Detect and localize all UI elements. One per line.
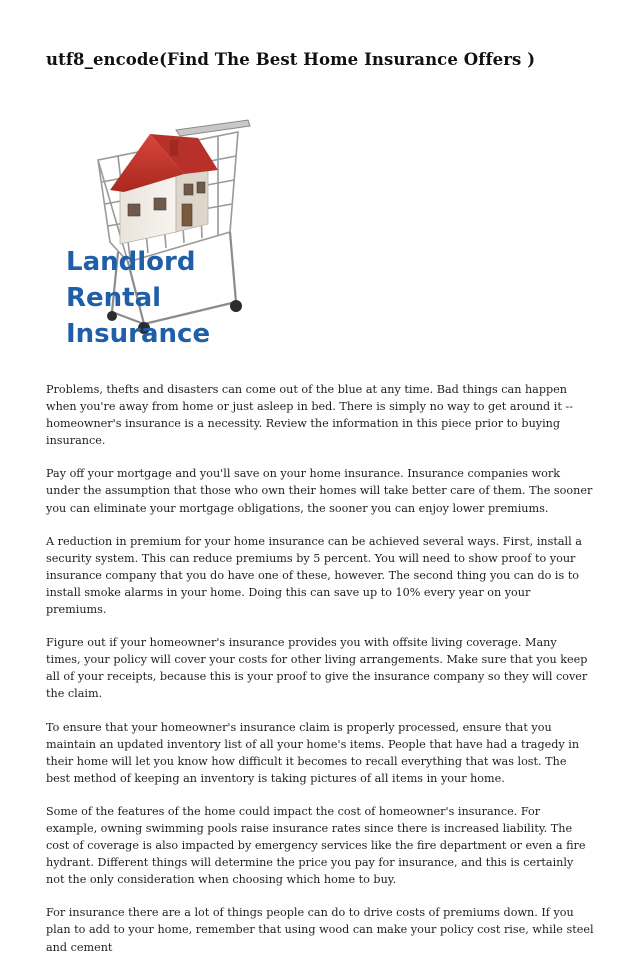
caption-line-1: Landlord — [66, 247, 196, 277]
paragraph-2: Pay off your mortgage and you'll save on your home insurance. Insurance companies work under the assumption that those who own their homes will take better care of them. The sooner you can eliminate your mortgage obligations, the sooner you can enjoy lower premiums. — [46, 467, 593, 515]
cart-handle — [176, 120, 250, 136]
hero-image — [58, 112, 278, 368]
paragraph-1: Problems, thefts and disasters can come out of the blue at any time. Bad things can happen when you're away from home or just asleep in bed. There is simply no way to get around it -- homeowner's insurance is a necessity. Review the information in this piece prior to buying insurance. — [46, 383, 573, 448]
house-door — [182, 204, 192, 226]
paragraph-7: For insurance there are a lot of things people can do to drive costs of premiums down. If you plan to add to your home, remember that using wood can make your policy cost rise, while steel and cement — [46, 906, 594, 954]
house-chimney — [170, 140, 178, 156]
caption-line-3: Insurance — [66, 319, 211, 349]
paragraph-3: A reduction in premium for your home insurance can be achieved several ways. First, install a security system. This can reduce premiums by 5 percent. You will need to show proof to your insurance company that you do have one of these, however. The second thing you can do is to install smoke alarms in your home. Doing this can save up to 10% every year on your premiums. — [46, 534, 582, 617]
paragraph-4: Figure out if your homeowner's insurance provides you with offsite living coverage. Many times, your policy will cover your costs for other living arrangements. Make sure that you keep all of your receipts, because this is your proof to give the insurance company so they will cover the claim. — [46, 636, 588, 701]
paragraph-5: To ensure that your homeowner's insurance claim is properly processed, ensure that you maintain an updated inventory list of all your home's items. People that have had a tragedy in their home will let you know how difficult it becomes to recall everything that was lost. The best method of keeping an inventory is taking pictures of all items in your home. — [46, 720, 580, 785]
article-body — [46, 381, 594, 972]
caption-line-2: Rental — [66, 283, 162, 313]
paragraph-6: Some of the features of the home could impact the cost of homeowner's insurance. For example, owning swimming pools raise insurance rates since there is increased liability. The cost of coverage is also impacted by emergency services like the fire department or even a fire hydrant. Different things will determine the price you pay for insurance, and this is certainly not the only consideration when choosing which home to buy. — [46, 804, 586, 887]
house-in-cart-illustration — [58, 112, 278, 368]
page-title: utf8_encode(Find The Best Home Insurance Offers ) — [46, 50, 536, 69]
